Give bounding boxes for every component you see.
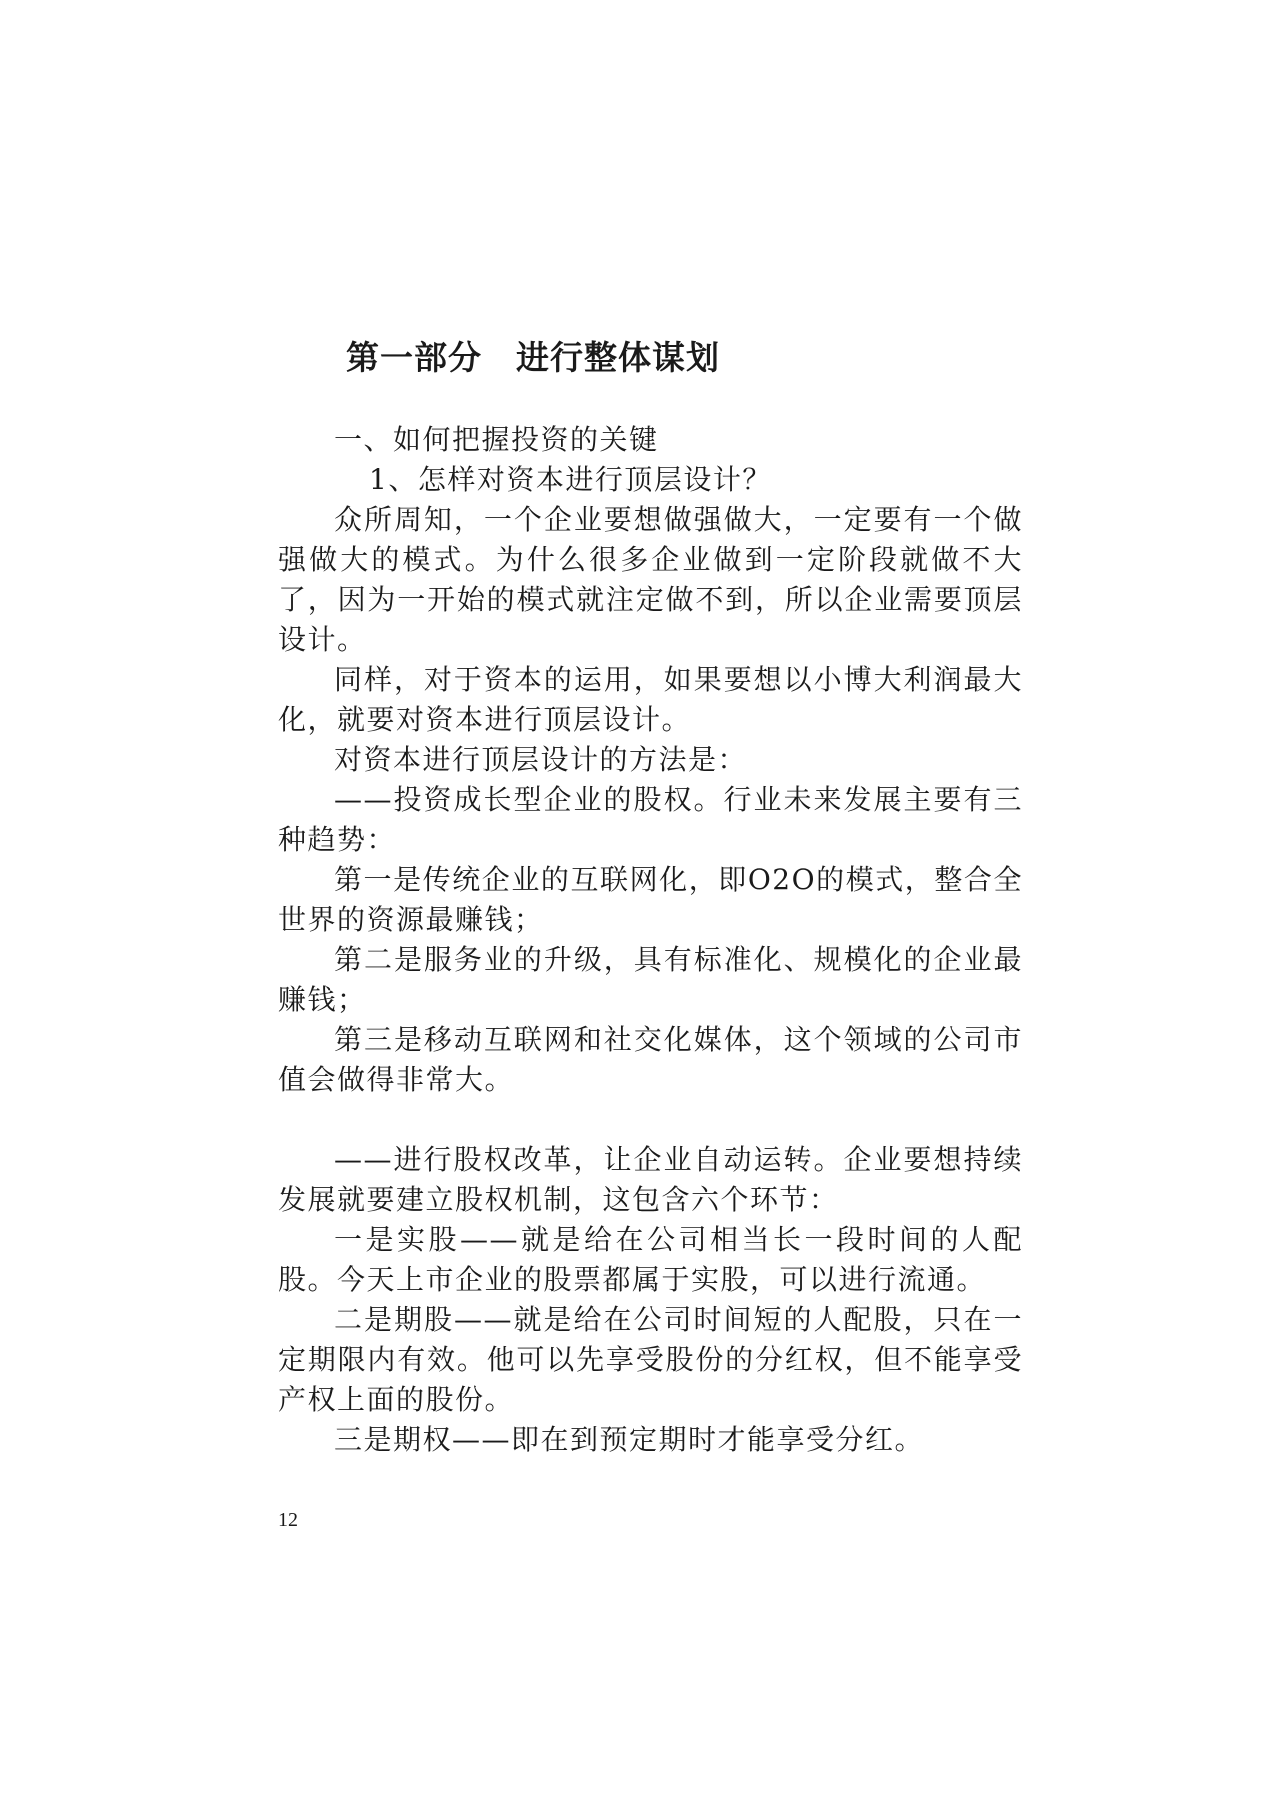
paragraph: 三是期权——即在到预定期时才能享受分红。 [334,1423,925,1456]
page-number: 12 [278,1509,298,1531]
sub-heading: 1、怎样对资本进行顶层设计？ [369,463,772,496]
paragraph: 第三是移动互联网和社交化媒体，这个领域的公司市值会做得非常大。 [278,1023,1023,1096]
paragraph: 众所周知，一个企业要想做强做大，一定要有一个做强做大的模式。为什么很多企业做到一定阶段就做不大了，因为一开始的模式就注定做不到，所以企业需要顶层设计。 [278,503,1023,656]
paragraph: 对资本进行顶层设计的方法是： [334,743,748,776]
paragraph: 二是期股——就是给在公司时间短的人配股，只在一定期限内有效。他可以先享受股份的分红权，但不能享受产权上面的股份。 [278,1303,1023,1416]
paragraph: 第二是服务业的升级，具有标准化、规模化的企业最赚钱； [278,943,1023,1016]
body-text [278,420,1023,1460]
chapter-title: 第一部分 进行整体谋划 [346,338,720,377]
paragraph: ——进行股权改革，让企业自动运转。企业要想持续发展就要建立股权机制，这包含六个环节： [278,1143,1023,1216]
paragraph: 第一是传统企业的互联网化，即O2O的模式，整合全世界的资源最赚钱； [278,863,1023,936]
section-heading: 一、如何把握投资的关键 [334,423,659,456]
paragraph: 同样，对于资本的运用，如果要想以小博大利润最大化，就要对资本进行顶层设计。 [278,663,1023,736]
paragraph: ——投资成长型企业的股权。行业未来发展主要有三种趋势： [278,783,1023,856]
paragraph: 一是实股——就是给在公司相当长一段时间的人配股。今天上市企业的股票都属于实股，可以进行流通。 [278,1223,1023,1296]
